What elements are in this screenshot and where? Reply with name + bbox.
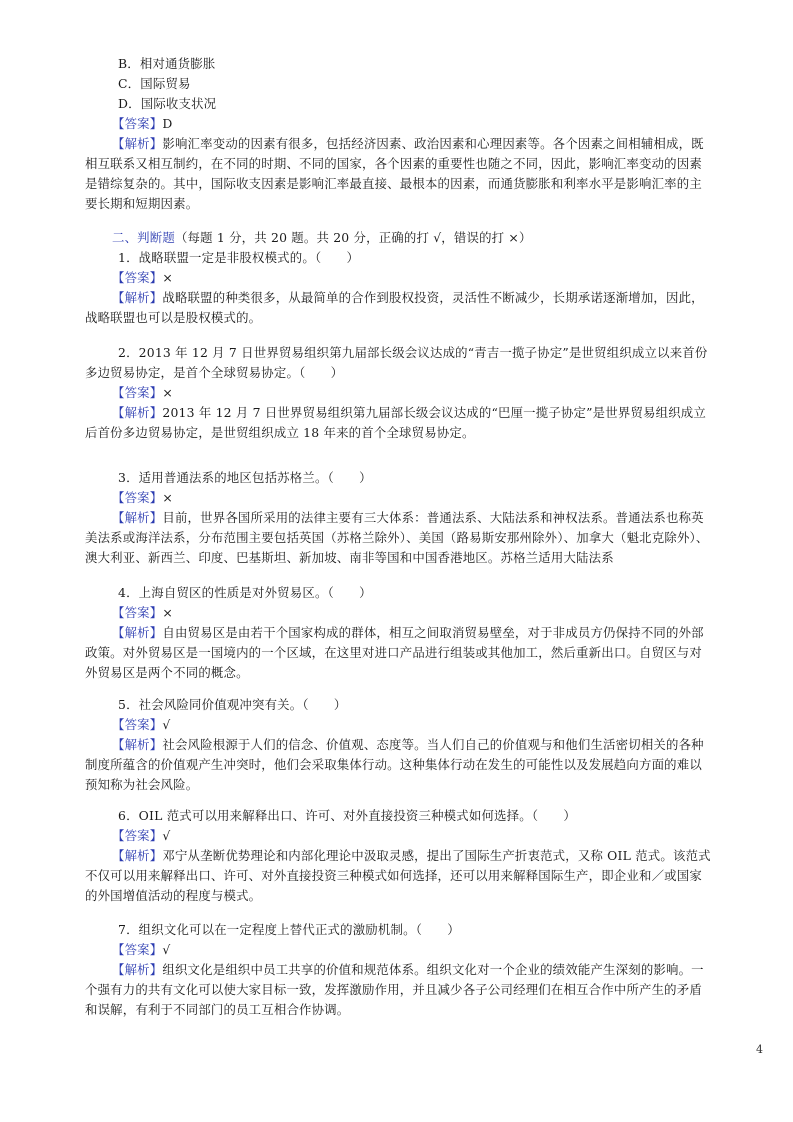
analysis-text: 自由贸易区是由若干个国家构成的群体，相互之间取消贸易壁垒，对于非成员方仍保持不同的外部 xyxy=(162,625,704,640)
answer-value: × xyxy=(162,605,173,620)
answer-value: √ xyxy=(162,942,171,957)
question-stem: 5．社会风险同价值观冲突有关。（ ） xyxy=(118,697,347,712)
analysis-label: 【解析】 xyxy=(112,737,163,752)
section-note: （每题 1 分，共 20 题。共 20 分，正确的打 √，错误的打 ×） xyxy=(174,230,532,245)
question-analysis xyxy=(112,962,704,978)
question-answer xyxy=(112,490,173,506)
question-answer xyxy=(112,828,170,844)
analysis-text: 邓宁从垄断优势理论和内部化理论中汲取灵感，提出了国际生产折衷范式，又称 OIL 范式。该范式 xyxy=(162,848,711,863)
analysis-line: 后首份多边贸易协定，是世贸组织成立 18 年来的首个全球贸易协定。 xyxy=(85,425,475,440)
option-b: B．相对通货膨胀 xyxy=(118,56,216,71)
answer-label: 【答案】 xyxy=(112,828,163,843)
answer-label: 【答案】 xyxy=(112,270,163,285)
question-stem: 多边贸易协定，是首个全球贸易协定。（ ） xyxy=(85,365,344,380)
analysis-line: 战略联盟也可以是股权模式的。 xyxy=(85,310,262,325)
question-stem: 3．适用普通法系的地区包括苏格兰。（ ） xyxy=(118,470,372,485)
analysis-line: 美法系或海洋法系，分布范围主要包括英国（苏格兰除外）、美国（路易斯安那州除外）、加拿大（魁北克除外）、 xyxy=(85,530,709,545)
answer-value: √ xyxy=(162,717,171,732)
analysis-line: 政策。对外贸易区是一国境内的一个区域，在这里对进口产品进行组装或其他加工，然后重新出口。自贸区与对 xyxy=(85,645,702,660)
option-d: D．国际收支状况 xyxy=(118,96,217,111)
analysis-label: 【解析】 xyxy=(112,405,163,420)
question-analysis xyxy=(112,625,704,641)
question-analysis xyxy=(112,848,711,864)
question-answer xyxy=(112,270,173,286)
analysis-line: 是错综复杂的。其中，国际收支因素是影响汇率最直接、最根本的因素，而通货膨胀和利率水平是影响汇率的主 xyxy=(85,176,702,191)
analysis-label: 【解析】 xyxy=(112,290,163,305)
question-stem: 4．上海自贸区的性质是对外贸易区。（ ） xyxy=(118,585,372,600)
answer-label: 【答案】 xyxy=(112,385,163,400)
answer-value: D xyxy=(162,116,173,131)
analysis-line: 不仅可以用来解释出口、许可、对外直接投资三种模式如何选择，还可以用来解释国际生产，即企业和／或国家 xyxy=(85,868,702,883)
analysis-text: 2013 年 12 月 7 日世界贸易组织第九届部长级会议达成的“巴厘一揽子协定”是世界贸易组织成立 xyxy=(162,405,706,420)
analysis-line: 制度所蕴含的价值观产生冲突时，他们会采取集体行动。这种集体行动在发生的可能性以及发展趋向方面的难以 xyxy=(85,757,702,772)
analysis-text: 社会风险根源于人们的信念、价值观、态度等。当人们自己的价值观与和他们生活密切相关的各种 xyxy=(162,737,704,752)
section-title: 二、判断题 xyxy=(112,230,175,245)
analysis-line: 个强有力的共有文化可以使大家目标一致，发挥激励作用，并且减少各子公司经理们在相互合作中所产生的矛盾 xyxy=(85,982,702,997)
analysis-text: 战略联盟的种类很多，从最简单的合作到股权投资，灵活性不断减少，长期承诺逐渐增加，因此， xyxy=(162,290,704,305)
analysis-line: 澳大利亚、新西兰、印度、巴基斯坦、新加坡、南非等国和中国香港地区。苏格兰适用大陆法系 xyxy=(85,550,614,565)
question-answer xyxy=(112,605,173,621)
answer-label: 【答案】 xyxy=(112,490,163,505)
question-stem: 7．组织文化可以在一定程度上替代正式的激励机制。（ ） xyxy=(118,922,460,937)
answer-value: × xyxy=(162,490,173,505)
top-answer xyxy=(112,116,173,132)
question-stem: 6．OIL 范式可以用来解释出口、许可、对外直接投资三种模式如何选择。（ ） xyxy=(118,808,576,823)
question-answer xyxy=(112,717,170,733)
answer-value: × xyxy=(162,385,173,400)
question-analysis xyxy=(112,290,704,306)
answer-label: 【答案】 xyxy=(112,717,163,732)
section-heading xyxy=(112,230,532,246)
analysis-line: 相互联系又相互制约，在不同的时期、不同的国家，各个因素的重要性也随之不同，因此，影响汇率变动的因素 xyxy=(85,156,702,171)
question-analysis xyxy=(112,405,706,421)
analysis-line: 预知称为社会风险。 xyxy=(85,777,199,792)
analysis-text: 影响汇率变动的因素有很多，包括经济因素、政治因素和心理因素等。各个因素之间相辅相成，既 xyxy=(162,136,704,151)
question-answer xyxy=(112,942,170,958)
question-answer xyxy=(112,385,173,401)
question-analysis xyxy=(112,510,704,526)
analysis-text: 组织文化是组织中员工共享的价值和规范体系。组织文化对一个企业的绩效能产生深刻的影响。一 xyxy=(162,962,704,977)
option-c: C．国际贸易 xyxy=(118,76,191,91)
analysis-line: 和误解，有利于不同部门的员工互相合作协调。 xyxy=(85,1002,350,1017)
answer-label: 【答案】 xyxy=(112,116,163,131)
question-stem: 2．2013 年 12 月 7 日世界贸易组织第九届部长级会议达成的“青吉一揽子协定”是世贸组织成立以来首份 xyxy=(118,345,708,360)
analysis-text: 目前，世界各国所采用的法律主要有三大体系：普通法系、大陆法系和神权法系。普通法系也称英 xyxy=(162,510,704,525)
answer-label: 【答案】 xyxy=(112,942,163,957)
answer-label: 【答案】 xyxy=(112,605,163,620)
analysis-line: 外贸易区是两个不同的概念。 xyxy=(85,665,249,680)
analysis-label: 【解析】 xyxy=(112,625,163,640)
question-stem: 1．战略联盟一定是非股权模式的。（ ） xyxy=(118,250,360,265)
analysis-label: 【解析】 xyxy=(112,962,163,977)
analysis-label: 【解析】 xyxy=(112,510,163,525)
analysis-label: 【解析】 xyxy=(112,848,163,863)
answer-value: × xyxy=(162,270,173,285)
top-analysis xyxy=(112,136,704,152)
analysis-line: 的外国增值活动的程度与模式。 xyxy=(85,888,262,903)
answer-value: √ xyxy=(162,828,171,843)
analysis-line: 要长期和短期因素。 xyxy=(85,196,199,211)
page-number: 4 xyxy=(756,1043,763,1056)
analysis-label: 【解析】 xyxy=(112,136,163,151)
question-analysis xyxy=(112,737,704,753)
